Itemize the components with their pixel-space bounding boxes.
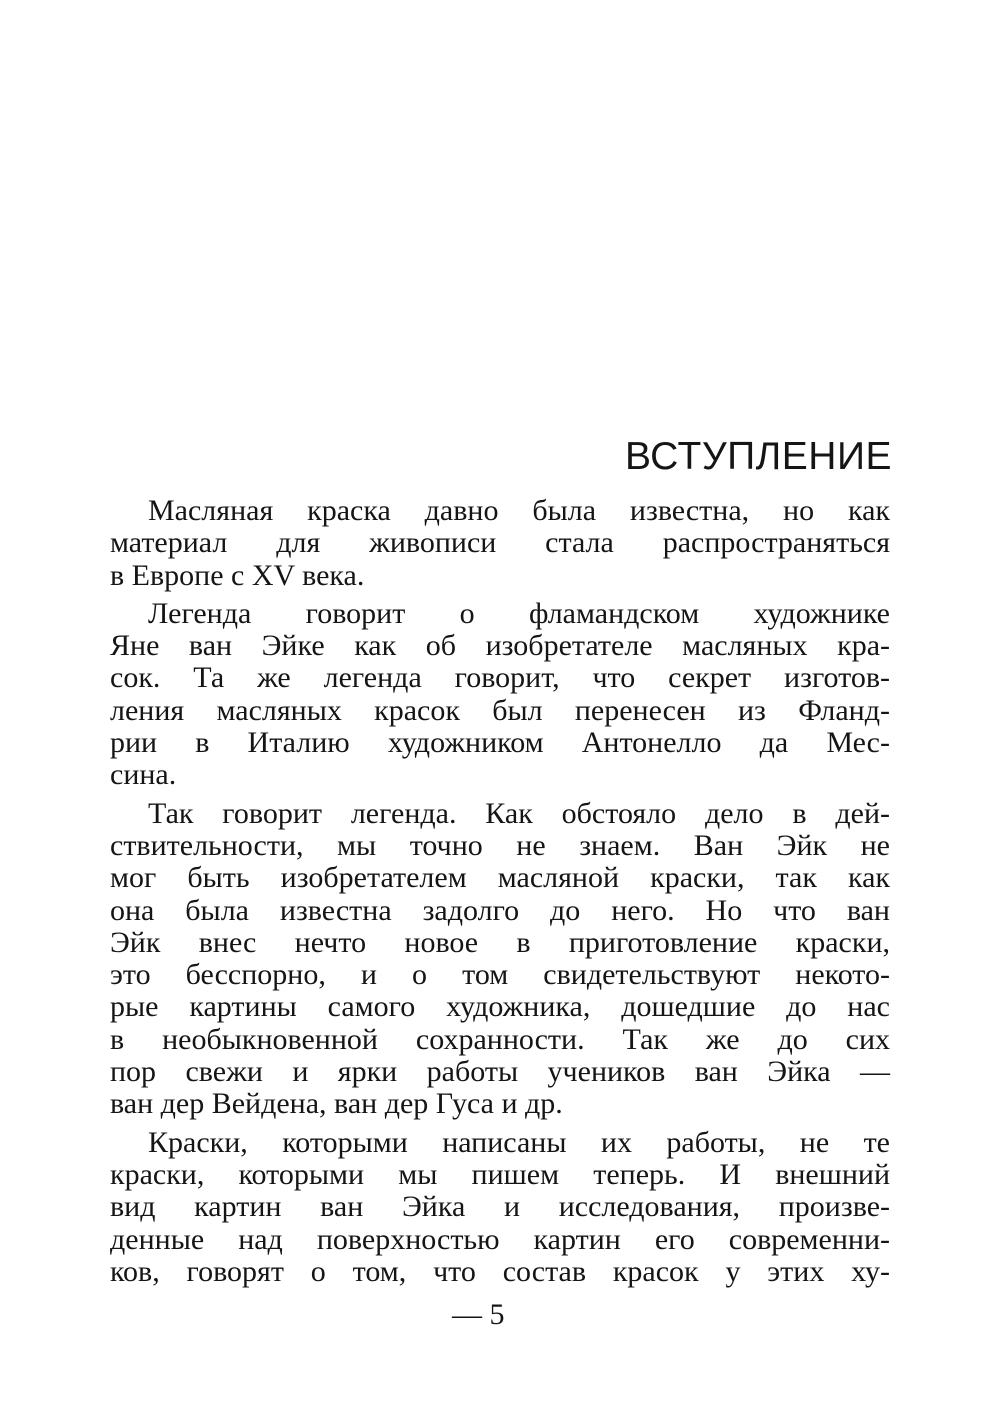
text-line: материал для живописи стала распространяться — [110, 526, 890, 560]
body-text — [110, 495, 890, 1288]
paragraph — [110, 495, 890, 592]
text-line: сина. — [110, 758, 177, 792]
text-line: рые картины самого художника, дошедшие до нас — [110, 990, 890, 1024]
text-line: ления масляных красок был перенесен из Фланд- — [110, 693, 890, 727]
text-line: вид картин ван Эйка и исследования, произве- — [110, 1190, 890, 1224]
text-line: Масляная краска давно была известна, но как — [148, 494, 890, 527]
text-line: мог быть изобретателем масляной краски, так как — [110, 861, 890, 895]
text-line: сок. Та же легенда говорит, что секрет изготов- — [110, 661, 890, 695]
text-line: ствительности, мы точно не знаем. Ван Эйк не — [110, 828, 890, 862]
text-line: это бесспорно, и о том свидетельствуют некото- — [110, 958, 890, 992]
text-line: денные над поверхностью картин его современни- — [110, 1222, 890, 1256]
paragraph — [110, 598, 890, 792]
text-line: ков, говорят о том, что состав красок у этих ху- — [110, 1254, 890, 1288]
text-line: ван дер Вейдена, ван дер Гуса и др. — [110, 1087, 563, 1121]
text-line: она была известна задолго до него. Но что ван — [110, 893, 890, 927]
text-line: краски, которыми мы пишем теперь. И внешний — [110, 1157, 890, 1191]
text-line: пор свежи и ярки работы учеников ван Эйка — — [110, 1055, 890, 1089]
text-line: Эйк внес нечто новое в приготовление краски, — [110, 925, 890, 959]
text-line: Так говорит легенда. Как обстояло дело в дей- — [148, 796, 890, 830]
chapter-heading: ВСТУПЛЕНИЕ — [624, 435, 892, 478]
text-line: Яне ван Эйке как об изобретателе масляных кра- — [110, 629, 890, 663]
page-number: — 5 — [452, 1298, 505, 1331]
text-line: Легенда говорит о фламандском художнике — [148, 596, 890, 630]
text-line: рии в Италию художником Антонелло да Мес- — [110, 726, 890, 760]
paragraph — [110, 1127, 890, 1288]
paragraph — [110, 798, 890, 1121]
text-line: Краски, которыми написаны их работы, не те — [148, 1125, 890, 1159]
text-line: в необыкновенной сохранности. Так же до сих — [110, 1022, 890, 1056]
text-line: в Европе с XV века. — [110, 558, 365, 592]
